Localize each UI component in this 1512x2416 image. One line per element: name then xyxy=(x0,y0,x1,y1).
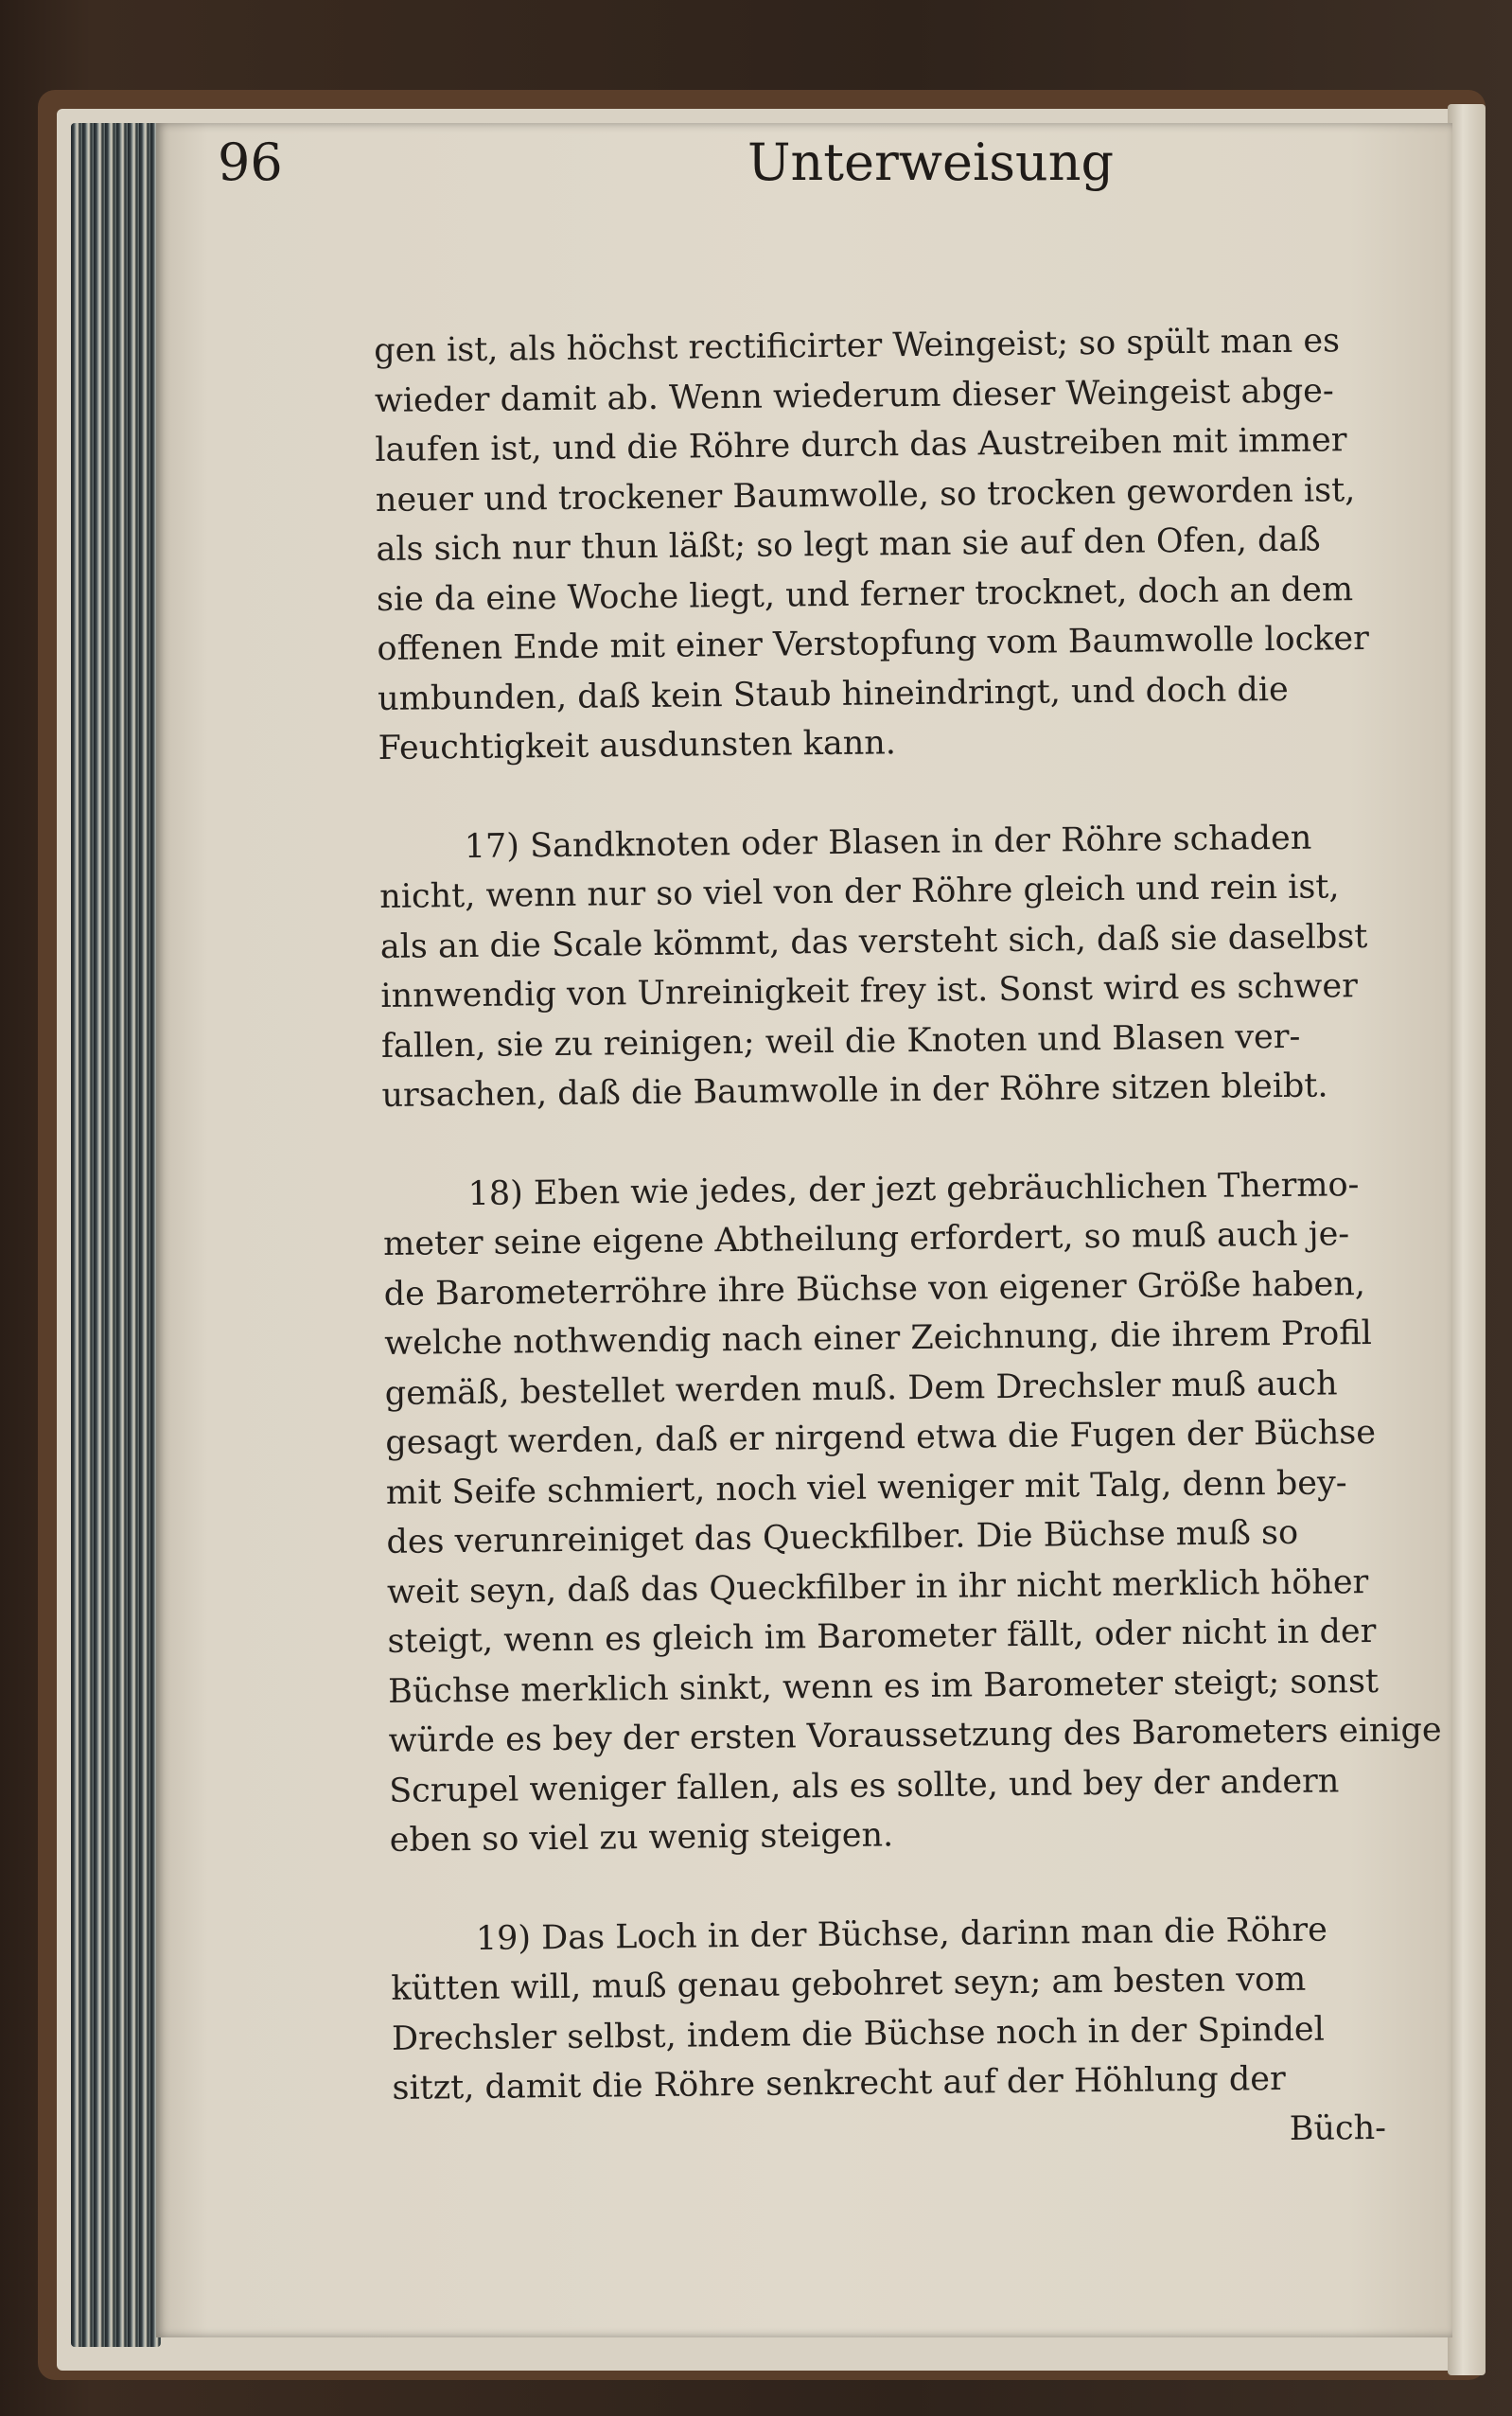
text-line: neuer und trockener Baumwolle, so trocken geworden ist, xyxy=(375,470,1356,520)
text-line: gen ist, als höchst rectificirter Weingeist; so spült man es xyxy=(374,322,1341,370)
text-line: des verunreiniget das Queckfilber. Die Büchse muß so xyxy=(386,1513,1299,1561)
text-line: würde es bey der ersten Voraussetzung des Barometers einige xyxy=(388,1711,1442,1760)
paragraph-18 xyxy=(382,1159,1442,1865)
text-line: laufen ist, und die Röhre durch das Austreiben mit immer xyxy=(375,421,1347,469)
catchword: Büch- xyxy=(1289,2108,1387,2148)
text-line: meter seine eigene Abtheilung erfordert, so muß auch je- xyxy=(382,1215,1350,1263)
text-line: 17) Sandknoten oder Blasen in der Röhre schaden xyxy=(464,819,1312,866)
text-line: Feuchtigkeit ausdunsten kann. xyxy=(378,724,897,767)
paragraph-17 xyxy=(378,812,1384,1120)
text-line: welche nothwendig nach einer Zeichnung, die ihrem Profil xyxy=(384,1314,1372,1363)
text-line: eben so viel zu wenig steigen. xyxy=(389,1816,894,1860)
text-line: kütten will, muß genau gebohret seyn; am besten vom xyxy=(391,1960,1307,2008)
text-line: 19) Das Loch in der Büchse, darinn man die Röhre xyxy=(475,1911,1328,1958)
paragraph-19 xyxy=(391,1904,1396,2113)
text-line: sitzt, damit die Röhre senkrecht auf der Höhlung der xyxy=(392,2060,1286,2107)
text-line: als an die Scale kömmt, das versteht sich, daß sie daselbst xyxy=(379,917,1368,966)
text-line: Drechsler selbst, indem die Büchse noch in der Spindel xyxy=(391,2010,1325,2058)
book-gutter xyxy=(71,123,161,2347)
text-line: innwendig von Unreinigkeit frey ist. Sonst wird es schwer xyxy=(380,967,1359,1015)
page-edges-right xyxy=(1448,104,1486,2375)
text-line: gemäß, bestellet werden muß. Dem Drechsler muß auch xyxy=(384,1364,1338,1413)
text-line: als sich nur thun läßt; so legt man sie auf den Ofen, daß xyxy=(376,520,1321,569)
page-header xyxy=(218,132,1353,237)
text-line: sie da eine Woche liegt, und ferner trocknet, doch an dem xyxy=(376,570,1354,619)
text-line: ursachen, daß die Baumwolle in der Röhre sitzen bleibt. xyxy=(381,1067,1328,1115)
text-line: wieder damit ab. Wenn wiederum dieser Weingeist abge- xyxy=(374,371,1334,420)
text-line: gesagt werden, daß er nirgend etwa die Fugen der Büchse xyxy=(385,1413,1377,1462)
text-line: steigt, wenn es gleich im Barometer fällt, oder nicht in der xyxy=(387,1612,1377,1661)
text-line: de Barometerröhre ihre Büchse von eigener Größe haben, xyxy=(383,1264,1366,1314)
running-head: Unterweisung xyxy=(747,132,1115,192)
text-line: weit seyn, daß das Queckfilber in ihr nicht merklich höher xyxy=(386,1562,1369,1612)
paragraph-1 xyxy=(374,316,1381,774)
text-line: Büchse merklich sinkt, wenn es im Barometer steigt; sonst xyxy=(387,1662,1380,1711)
text-line: mit Seife schmiert, noch viel weniger mit Talg, denn bey- xyxy=(385,1463,1347,1512)
text-line: nicht, wenn nur so viel von der Röhre gleich und rein ist, xyxy=(379,868,1340,916)
text-line: Scrupel weniger fallen, als es sollte, und bey der andern xyxy=(388,1761,1340,1810)
text-line: fallen, sie zu reinigen; weil die Knoten und Blasen ver- xyxy=(380,1017,1301,1066)
text-line: umbunden, daß kein Staub hineindringt, und doch die xyxy=(377,670,1289,718)
text-line: 18) Eben wie jedes, der jezt gebräuchlichen Thermo- xyxy=(467,1165,1360,1213)
text-line: offenen Ende mit einer Verstopfung vom Baumwolle locker xyxy=(377,620,1370,668)
page-number: 96 xyxy=(218,132,283,192)
body-text xyxy=(374,316,1442,2163)
